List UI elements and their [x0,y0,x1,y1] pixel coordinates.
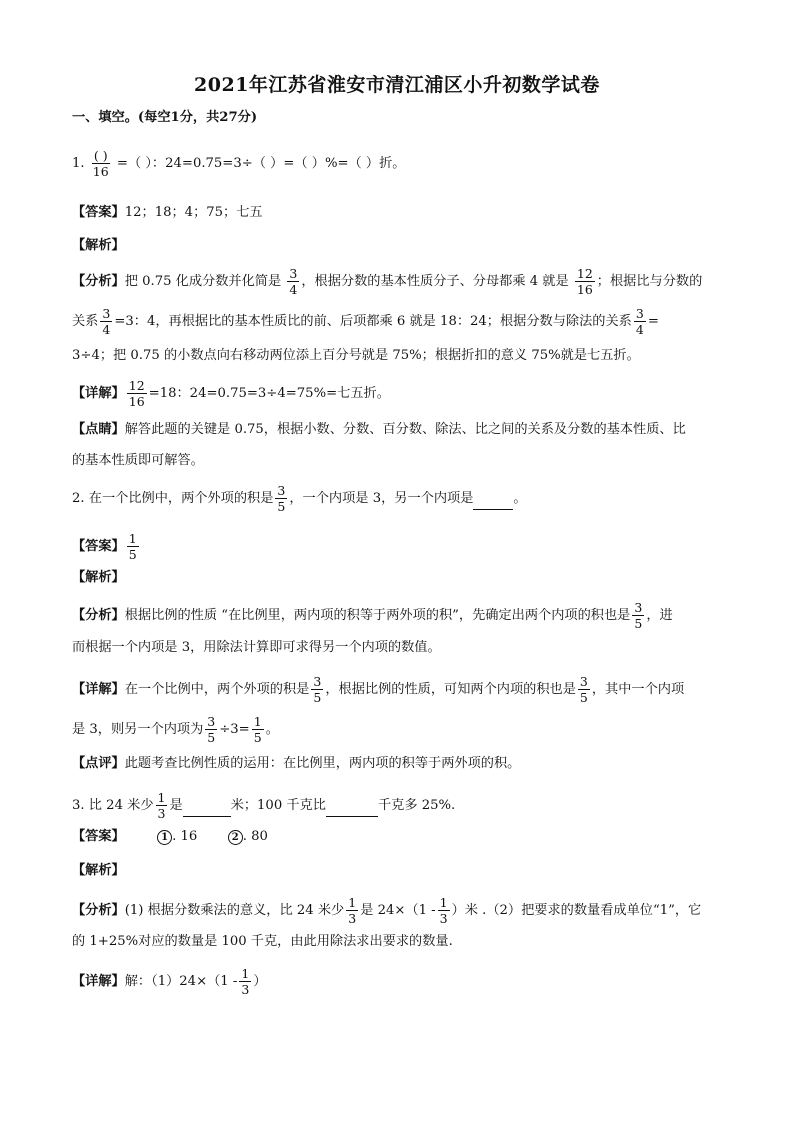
q1-fenxi-line-3: 3÷4；把 0.75 的小数点向右移动两位添上百分号就是 75%；根据折扣的意义 75%就是七五折。 [72,348,640,363]
q1-dianjing-line-1: 【点睛】解答此题的关键是 0.75，根据小数、分数、百分数、除法、比之间的关系及分数的基本性质、比 [72,422,686,437]
section-heading: 一、填空。(每空1分，共27分) [72,110,258,125]
fraction-3-4: $\frac{3}{4}$ [102,306,111,337]
q2-detail-line-1: 【详解】在一个比例中，两个外项的积是 $\frac{3}{5}$ ，根据比例的性质，可知两个内项的积也是 $\frac{3}{5}$ ，其中一个内项 [72,674,685,705]
fraction-3-5: $\frac{3}{5}$ [634,600,643,631]
q3-fenxi-line-2: 的 1+25%对应的数量是 100 千克，由此用除法求出要求的数量. [72,934,453,949]
q2-dianping: 【点评】此题考查比例性质的运用：在比例里，两内项的积等于两外项的积。 [72,756,521,771]
fraction-1-5: $\frac{1}{5}$ [128,531,137,562]
fraction-3-4: $\frac{3}{4}$ [635,306,644,337]
q3-fenxi-line-1: 【分析】(1) 根据分数乘法的意义，比 24 米少 $\frac{1}{3}$ 是 24×（1 - $\frac{1}{3}$ ）米 .（2）把要求的数量看成单位“1”，它 [72,895,702,926]
fraction-3-5: $\frac{3}{5}$ [277,483,286,514]
fraction-12-16: $\frac{12}{16}$ [576,266,593,297]
q1-analysis-heading: 【解析】 [72,238,125,253]
q1-fenxi-line-1: 【分析】把 0.75 化成分数并化简是 $\frac{3}{4}$ ，根据分数的基本性质分子、分母都乘 4 就是 $\frac{12}{16}$ ；根据比与分数的 [72,266,703,297]
question-1 [72,148,406,179]
fraction-1-5: $\frac{1}{5}$ [253,714,262,745]
circled-number-2: 2 [228,830,243,845]
q3-analysis-heading: 【解析】 [72,863,125,878]
page-title: 2021年江苏省淮安市清江浦区小升初数学试卷 [194,74,600,96]
fraction-3-5: $\frac{3}{5}$ [207,714,216,745]
q1-answer: 【答案】12；18；4；75；七五 [72,205,263,220]
q2-detail-line-2: 是 3，则另一个内项为 $\frac{3}{5}$ ÷3= $\frac{1}{5}$ 。 [72,714,279,745]
q1-fenxi-line-2: 关系 $\frac{3}{4}$ =3：4，再根据比的基本性质比的前、后项都乘 6 就是 18：24；根据分数与除法的关系 $\frac{3}{4}$ = [72,306,659,337]
q2-fenxi-line-2: 而根据一个内项是 3，用除法计算即可求得另一个内项的数值。 [72,640,441,655]
fraction-1-3: $\frac{1}{3}$ [439,895,448,926]
answer-blank [326,796,378,817]
q3-answer: 【答案】 1 . 16 2 . 80 [72,829,268,844]
fraction-1-3: $\frac{1}{3}$ [241,966,250,997]
circled-number-1: 1 [157,830,172,845]
q3-detail: 【详解】解：（1）24×（1 - $\frac{1}{3}$ ） [72,966,267,997]
question-3: 3. 比 24 米少 $\frac{1}{3}$ 是 米；100 千克比 千克多 25%. [72,790,456,821]
fraction-3-5: $\frac{3}{5}$ [579,674,588,705]
answer-blank [473,489,513,510]
q2-fenxi-line-1: 【分析】根据比例的性质 “在比例里，两内项的积等于两外项的积”，先确定出两个内项的积也是 $\frac{3}{5}$ ，进 [72,600,673,631]
fraction-1-3: $\frac{1}{3}$ [348,895,357,926]
question-number: 1. [72,156,85,171]
fraction-3-5: $\frac{3}{5}$ [313,674,322,705]
fraction-12-16: $\frac{12}{16}$ [128,378,145,409]
answer-blank [183,796,231,817]
q2-analysis-heading: 【解析】 [72,570,125,585]
fraction-3-4: $\frac{3}{4}$ [289,266,298,297]
fraction-1-3: $\frac{1}{3}$ [157,790,166,821]
question-2: 2. 在一个比例中，两个外项的积是 $\frac{3}{5}$ ，一个内项是 3，另一个内项是 。 [72,483,527,514]
question-text: =（ ）：24=0.75=3÷（ ）=（ ）%=（ ）折。 [116,156,406,171]
q1-detail: 【详解】 $\frac{12}{16}$ =18：24=0.75=3÷4=75%=七五折。 [72,378,390,409]
fraction-blank-over-16: $\frac{( )}{16}$ [92,148,109,179]
q1-dianjing-line-2: 的基本性质即可解答。 [72,453,204,468]
q2-answer: 【答案】 $\frac{1}{5}$ [72,531,137,562]
